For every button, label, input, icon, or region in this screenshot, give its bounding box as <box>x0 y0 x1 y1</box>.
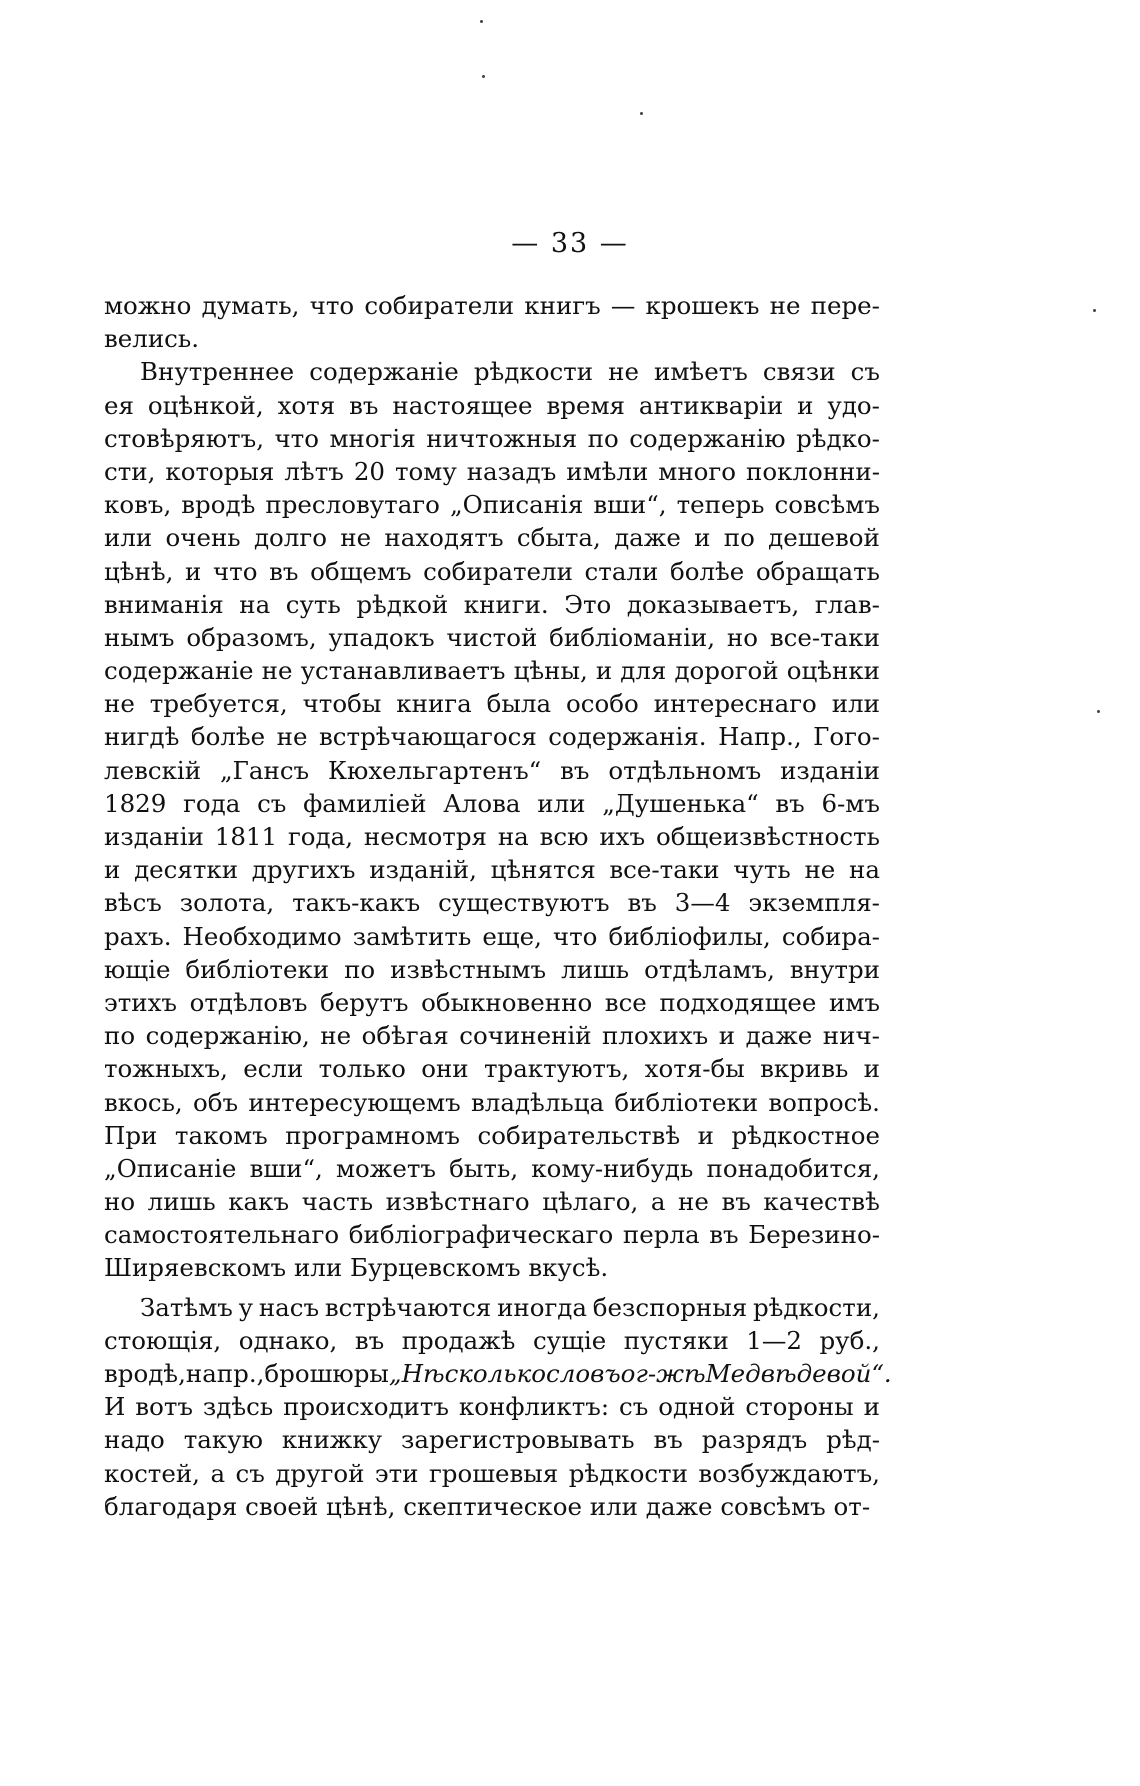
body-text <box>104 289 892 1523</box>
text-line: Внутреннее содержаніе рѣдкости не имѣетъ связи съ <box>140 357 880 387</box>
text-line: „Описаніе вши“, можетъ быть, кому-нибудь понадобится, <box>104 1153 880 1183</box>
text-line: надо такую книжку зарегистровывать въ разрядъ рѣд- <box>104 1425 880 1455</box>
text-line: вкось, объ интересующемъ владѣльца библіотеки вопросѣ. <box>104 1087 880 1117</box>
text-line: изданіи 1811 года, несмотря на всю ихъ общеизвѣстность <box>104 822 880 851</box>
text-line: и десятки другихъ изданій, цѣнятся все-таки чуть не на <box>104 855 880 885</box>
text-line: Затѣмъ у насъ встрѣчаются иногда безспорныя рѣдкости, <box>140 1292 880 1322</box>
page-number: — 33 — <box>511 228 629 259</box>
text-line: содержаніе не устанавливаетъ цѣны, и для дорогой оцѣнки <box>104 656 880 686</box>
text-line: или очень долго не находятъ сбыта, даже и по дешевой <box>104 523 880 553</box>
text-line: можно думать, что собиратели книгъ — крошекъ не пере- <box>104 291 880 320</box>
text-line: сти, которыя лѣтъ 20 тому назадъ имѣли много поклонни- <box>104 456 880 486</box>
paragraph <box>104 1291 892 1523</box>
text-line: При такомъ програмномъ собирательствѣ и рѣдкостное <box>104 1120 880 1150</box>
text-line: Ширяевскомъ или Бурцевскомъ вкусѣ. <box>104 1253 609 1283</box>
text-line: ковъ, вродѣ пресловутаго „Описанія вши“, теперь совсѣмъ <box>104 490 880 520</box>
print-speck <box>640 112 643 115</box>
text-line: И вотъ здѣсь происходитъ конфликтъ: съ одной стороны и <box>104 1392 880 1422</box>
text-line: вѣсъ золота, такъ-какъ существуютъ въ 3—4 экземпля- <box>104 888 880 918</box>
paragraph <box>104 289 880 355</box>
text-line: костей, а съ другой эти грошевыя рѣдкости возбуждаютъ, <box>104 1458 880 1488</box>
text-line: нигдѣ болѣе не встрѣчающагося содержанія. Напр., Гого- <box>104 722 880 752</box>
text-line: тожныхъ, если только они трактуютъ, хотя-бы вкривь и <box>104 1054 880 1084</box>
text-line: но лишь какъ часть извѣстнаго цѣлаго, а не въ качествѣ <box>104 1187 880 1217</box>
text-line: ея оцѣнкой, хотя въ настоящее время антикваріи и удо- <box>104 390 880 420</box>
text-line: этихъ отдѣловъ берутъ обыкновенно все подходящее имъ <box>104 987 880 1017</box>
text-line: стовѣряютъ, что многія ничтожныя по содержанію рѣдко- <box>104 423 880 453</box>
text-line: самостоятельнаго библіографическаго перла въ Березино- <box>104 1220 880 1250</box>
print-speck <box>1097 710 1100 713</box>
text-line: нымъ образомъ, упадокъ чистой библіоманіи, но все-таки <box>104 622 880 652</box>
text-line: левскій „Гансъ Кюхельгартенъ“ въ отдѣльномъ изданіи <box>104 755 880 785</box>
text-line: ющіе библіотеки по извѣстнымъ лишь отдѣламъ, внутри <box>104 954 880 984</box>
text-line: вниманія на суть рѣдкой книги. Это доказываетъ, глав- <box>104 589 880 619</box>
text-line: по содержанію, не обѣгая сочиненій плохихъ и даже нич- <box>104 1021 880 1051</box>
text-line: вродѣ, напр., брошюры „Нѣсколько словъ о г-жѣ Медвѣдевой“. <box>104 1359 892 1388</box>
text-line: стоющія, однако, въ продажѣ сущіе пустяки 1—2 руб., <box>104 1325 880 1355</box>
text-line: благодаря своей цѣнѣ, скептическое или даже совсѣмъ от- <box>104 1491 871 1521</box>
paragraph <box>104 355 880 1284</box>
text-line: 1829 года съ фамиліей Алова или „Душенька“ въ 6-мъ <box>104 788 880 818</box>
print-speck <box>482 75 485 78</box>
text-line: велись. <box>104 324 200 354</box>
text-line: цѣнѣ, и что въ общемъ собиратели стали болѣе обращать <box>104 556 880 586</box>
text-line: не требуется, чтобы книга была особо интереснаго или <box>104 689 880 719</box>
text-line: рахъ. Необходимо замѣтить еще, что библіофилы, собира- <box>104 921 880 951</box>
print-speck <box>1093 309 1096 312</box>
print-speck <box>480 20 483 23</box>
